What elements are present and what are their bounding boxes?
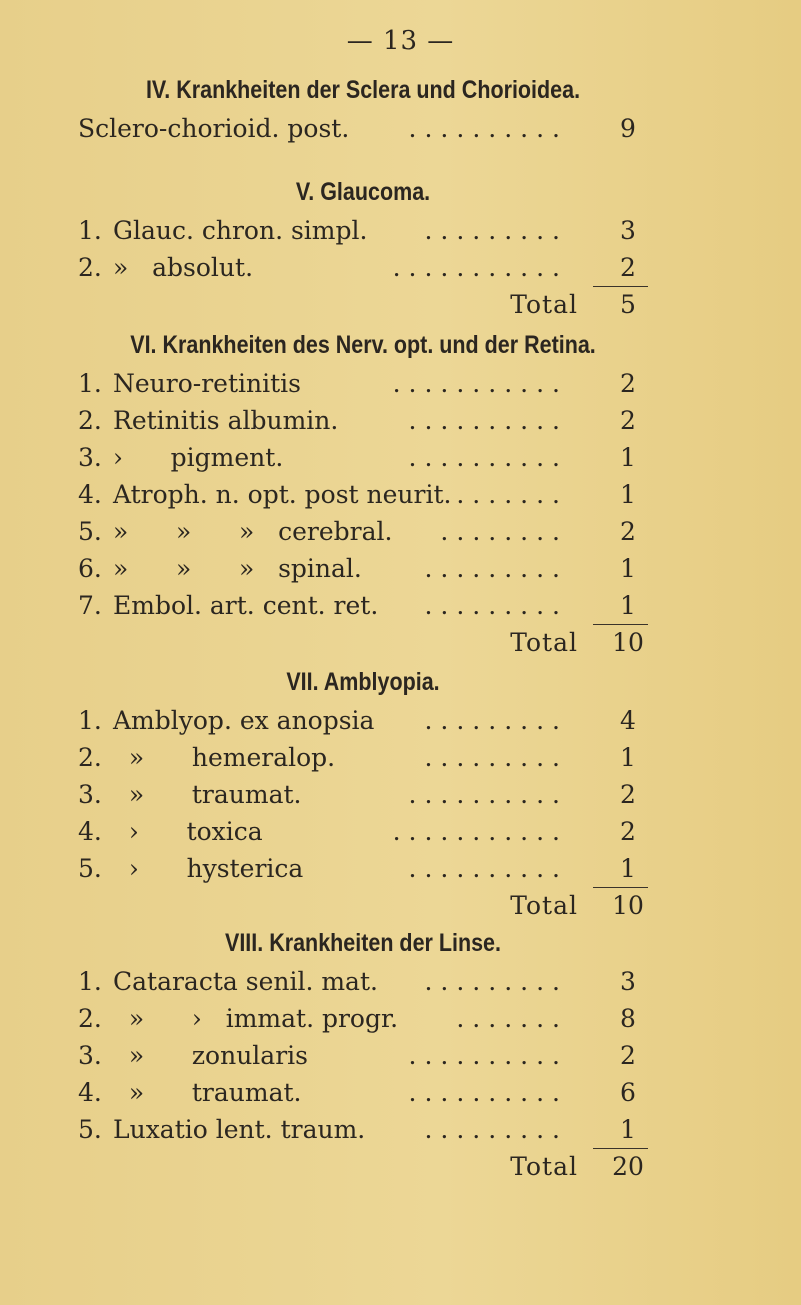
section-heading: IV. Krankheiten der Sclera und Chorioidea. <box>145 76 581 104</box>
row-number: 2. <box>78 406 102 435</box>
leader-dots: .......... <box>408 114 568 143</box>
table-row <box>78 776 648 813</box>
total-value: 10 <box>612 628 644 657</box>
row-label: › toxica <box>113 817 263 846</box>
row-number: 4. <box>78 480 102 509</box>
leader-dots: ....... <box>456 480 568 509</box>
row-number: 5. <box>78 1115 102 1144</box>
row-label: » › immat. progr. <box>113 1004 399 1033</box>
row-label: » zonularis <box>113 1041 308 1070</box>
leader-dots: .......... <box>408 854 568 883</box>
total-value: 20 <box>612 1152 644 1181</box>
row-label: » » » spinal. <box>113 554 362 583</box>
section-glaucoma <box>78 172 648 323</box>
table-row <box>78 963 648 1000</box>
section-heading: V. Glaucoma. <box>295 178 431 206</box>
section-retina <box>78 325 648 661</box>
leader-dots: ........ <box>440 517 568 546</box>
row-value: 2 <box>620 517 636 546</box>
table-row <box>78 110 648 147</box>
row-number: 2. <box>78 743 102 772</box>
table-row <box>78 476 648 513</box>
row-number: 6. <box>78 554 102 583</box>
row-label: » absolut. <box>113 253 254 282</box>
table-row <box>78 249 648 286</box>
row-label: Glauc. chron. simpl. <box>113 216 368 245</box>
table-row <box>78 702 648 739</box>
leader-dots: .......... <box>408 1078 568 1107</box>
row-label: Sclero-chorioid. post. <box>78 114 350 143</box>
section-heading: VIII. Krankheiten der Linse. <box>224 929 502 957</box>
row-number: 3. <box>78 443 102 472</box>
table-row <box>78 1000 648 1037</box>
row-number: 4. <box>78 817 102 846</box>
row-number: 3. <box>78 780 102 809</box>
total-label: Total <box>510 1152 578 1181</box>
row-number: 2. <box>78 1004 102 1033</box>
row-label: Cataracta senil. mat. <box>113 967 378 996</box>
section-linse <box>78 923 648 1185</box>
section-amblyopia <box>78 662 648 924</box>
row-number: 3. <box>78 1041 102 1070</box>
leader-dots: .......... <box>408 780 568 809</box>
row-value: 2 <box>620 253 636 282</box>
leader-dots: .......... <box>408 1041 568 1070</box>
total-row <box>78 624 648 661</box>
row-label: » hemeralop. <box>113 743 336 772</box>
table-row <box>78 850 648 887</box>
row-label: › hysterica <box>113 854 304 883</box>
leader-dots: ....... <box>456 1004 568 1033</box>
row-value: 1 <box>620 743 636 772</box>
page-number: — 13 — <box>346 26 455 56</box>
leader-dots: ......... <box>424 743 568 772</box>
table-row <box>78 1074 648 1111</box>
row-label: » » » cerebral. <box>113 517 393 546</box>
row-number: 7. <box>78 591 102 620</box>
leader-dots: ......... <box>424 216 568 245</box>
row-value: 1 <box>620 1115 636 1144</box>
table-row <box>78 1111 648 1148</box>
table-row <box>78 587 648 624</box>
row-value: 6 <box>620 1078 636 1107</box>
row-label: Retinitis albumin. <box>113 406 339 435</box>
row-label: Neuro-retinitis <box>113 369 301 398</box>
row-value: 1 <box>620 443 636 472</box>
table-row <box>78 550 648 587</box>
row-value: 2 <box>620 817 636 846</box>
leader-dots: ......... <box>424 554 568 583</box>
row-value: 1 <box>620 554 636 583</box>
row-value: 8 <box>620 1004 636 1033</box>
row-value: 3 <box>620 967 636 996</box>
row-label: Amblyop. ex anopsia <box>113 706 375 735</box>
row-value: 1 <box>620 480 636 509</box>
row-label: » traumat. <box>113 780 302 809</box>
leader-dots: ........... <box>392 253 568 282</box>
total-row <box>78 887 648 924</box>
total-value: 5 <box>620 290 636 319</box>
row-label: Atroph. n. opt. post neurit. <box>113 480 452 509</box>
row-value: 3 <box>620 216 636 245</box>
leader-dots: ........... <box>392 817 568 846</box>
section-heading: VII. Amblyopia. <box>286 668 440 696</box>
leader-dots: ......... <box>424 706 568 735</box>
row-number: 1. <box>78 369 102 398</box>
table-row <box>78 365 648 402</box>
table-row <box>78 439 648 476</box>
table-row <box>78 513 648 550</box>
row-number: 1. <box>78 967 102 996</box>
total-row <box>78 1148 648 1185</box>
row-label: Luxatio lent. traum. <box>113 1115 366 1144</box>
row-label: » traumat. <box>113 1078 302 1107</box>
leader-dots: ......... <box>424 967 568 996</box>
row-number: 5. <box>78 517 102 546</box>
row-number: 1. <box>78 216 102 245</box>
row-label: › pigment. <box>113 443 284 472</box>
total-label: Total <box>510 290 578 319</box>
total-label: Total <box>510 628 578 657</box>
leader-dots: ......... <box>424 1115 568 1144</box>
row-number: 1. <box>78 706 102 735</box>
total-row <box>78 286 648 323</box>
table-row <box>78 1037 648 1074</box>
total-label: Total <box>510 891 578 920</box>
leader-dots: .......... <box>408 443 568 472</box>
section-sclera <box>78 70 648 147</box>
row-value: 2 <box>620 1041 636 1070</box>
row-value: 4 <box>620 706 636 735</box>
leader-dots: ......... <box>424 591 568 620</box>
table-row <box>78 212 648 249</box>
row-value: 9 <box>620 114 636 143</box>
row-value: 2 <box>620 406 636 435</box>
leader-dots: ........... <box>392 369 568 398</box>
section-heading: VI. Krankheiten des Nerv. opt. und der Retina. <box>130 331 596 359</box>
row-value: 2 <box>620 369 636 398</box>
table-row <box>78 739 648 776</box>
table-row <box>78 813 648 850</box>
total-value: 10 <box>612 891 644 920</box>
table-row <box>78 402 648 439</box>
row-value: 1 <box>620 591 636 620</box>
row-number: 2. <box>78 253 102 282</box>
row-label: Embol. art. cent. ret. <box>113 591 379 620</box>
row-number: 5. <box>78 854 102 883</box>
leader-dots: .......... <box>408 406 568 435</box>
row-value: 2 <box>620 780 636 809</box>
row-value: 1 <box>620 854 636 883</box>
row-number: 4. <box>78 1078 102 1107</box>
